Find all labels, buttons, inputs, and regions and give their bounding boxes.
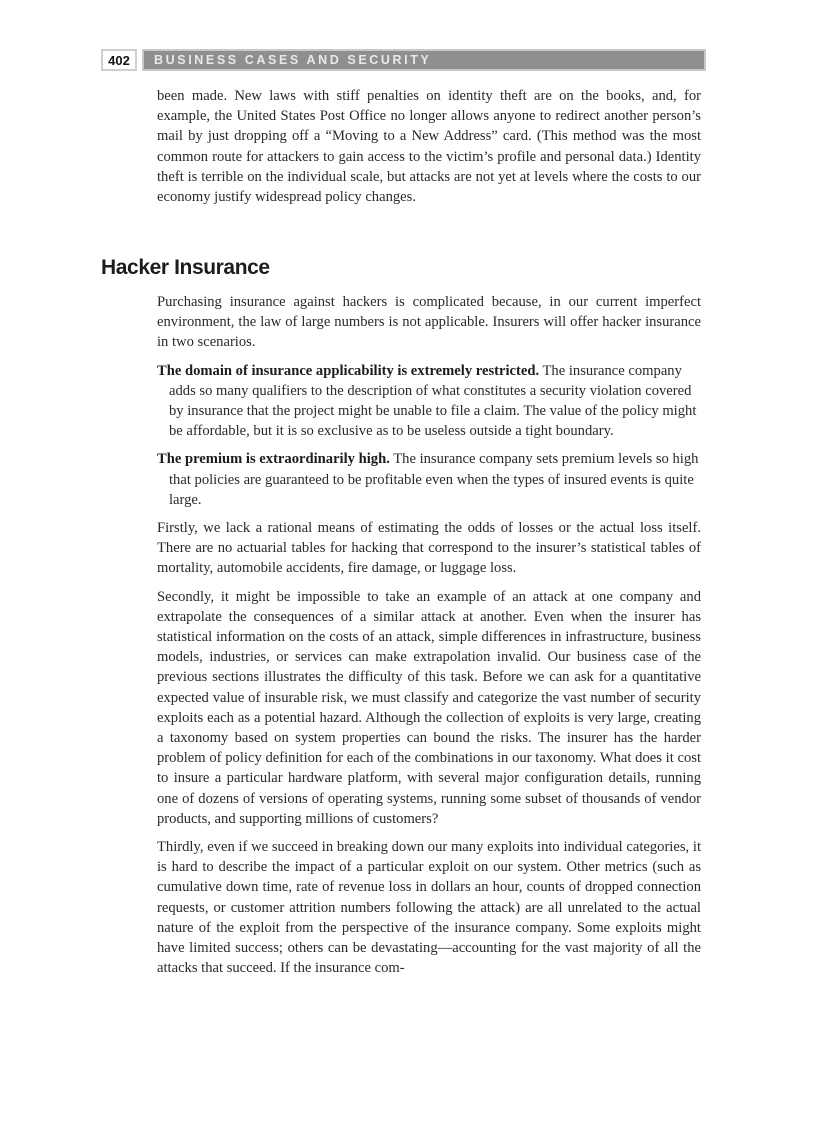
scenario-text: The insurance company sets premium levels so high that policies are guaranteed to be profitable even when the types of insured events is quite large. xyxy=(169,451,699,508)
chapter-title-bar xyxy=(142,49,706,71)
scenario-lead: The premium is extraordinarily high. xyxy=(157,451,390,468)
scenario-item xyxy=(157,361,701,442)
chapter-title: BUSINESS CASES AND SECURITY xyxy=(154,53,432,67)
opening-paragraph: Purchasing insurance against hackers is complicated because, in our current imperfect environment, the law of large numbers is not applicable. Insurers will offer hacker insurance in two scenarios. xyxy=(157,294,701,351)
running-head xyxy=(101,49,706,71)
body-paragraph-firstly: Firstly, we lack a rational means of estimating the odds of losses or the actual loss itself. There are no actuarial tables for hacking that correspond to the insurer’s statistical tables of mortality, automobile accidents, fire damage, or luggage loss. xyxy=(157,520,701,577)
section-body xyxy=(157,292,701,987)
body-paragraph-thirdly: Thirdly, even if we succeed in breaking down our many exploits into individual categories, it is hard to describe the impact of a particular exploit on our system. Other metrics (such as cumulative down time, rate of revenue loss in dollars an hour, counts of dropped connection requests, or customer attrition numbers following the attack) are all unrelated to the actual nature of the exploit from the perspective of the insurance company. Some exploits might have limited success; others can be devastating—accounting for the vast majority of all the attacks that succeed. If the insurance com- xyxy=(157,839,701,977)
scenario-text: The insurance company adds so many qualifiers to the description of what constitutes a security violation covered by insurance that the project might be unable to file a claim. The value of the policy might be affordable, but it is so exclusive as to be useless outside a tight boundary. xyxy=(169,362,697,440)
page-number: 402 xyxy=(103,51,135,69)
page-number-box xyxy=(101,49,137,71)
section-heading: Hacker Insurance xyxy=(101,256,270,279)
scenario-lead: The domain of insurance applicability is extremely restricted. xyxy=(157,362,540,379)
scenario-item xyxy=(157,449,701,510)
intro-block xyxy=(157,86,701,215)
body-paragraph-secondly: Secondly, it might be impossible to take an example of an attack at one company and extrapolate the consequences of a similar attack at another. Even when the insurer has statistical information on the costs of an attack, simple differences in infrastructure, business models, industries, or services can make extrapolation invalid. Our business case of the previous sections illustrates the difficulty of this task. Before we can ask for a quantitative expected value of insurable risk, we must classify and categorize the vast number of security exploits each as a potential hazard. Although the collection of exploits is very large, creating a taxonomy based on system properties can bound the risks. The insurer has the harder problem of policy definition for each of the combinations in our taxonomy. What does it cost to insure a particular hardware platform, with several major configuration details, running one of dozens of versions of operating systems, running some subset of thousands of vendor products, and supporting millions of customers? xyxy=(157,588,701,827)
intro-paragraph: been made. New laws with stiff penalties on identity theft are on the books, and, for example, the United States Post Office no longer allows anyone to redirect another person’s mail by just dropping off a “Moving to a New Address” card. (This method was the most common route for attackers to gain access to the victim’s profile and personal data.) Identity theft is terrible on the individual scale, but attacks are not yet at levels where the costs to our economy justify widespread policy changes. xyxy=(157,88,701,206)
